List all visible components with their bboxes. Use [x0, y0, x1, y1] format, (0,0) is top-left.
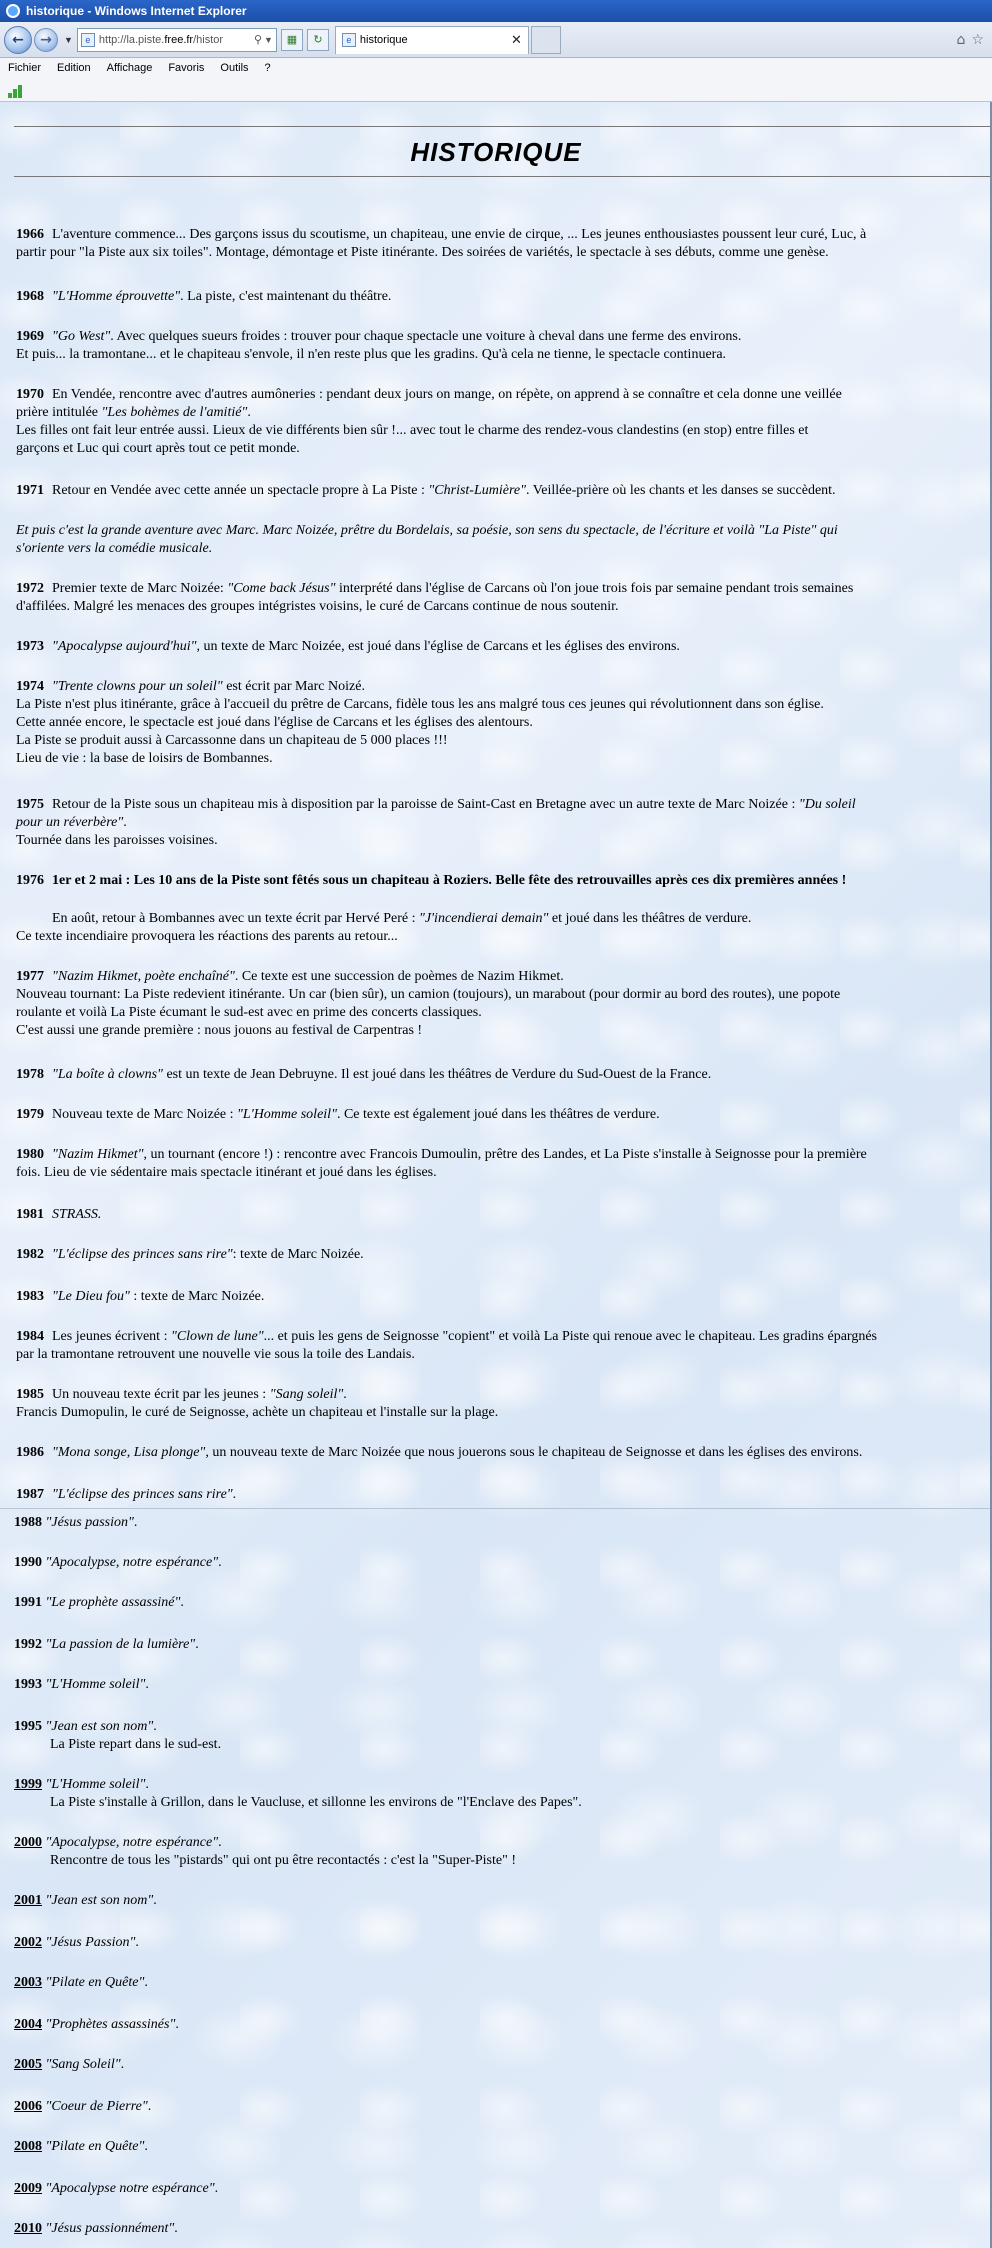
- menu-fichier[interactable]: Fichier: [8, 62, 42, 74]
- favorites-icon[interactable]: ☆: [971, 31, 984, 48]
- entry-1971: 1971 Retour en Vendée avec cette année un spectacle propre à La Piste : "Christ-Lumière". Veillée-prière où les chants et les danses se succèdent.: [16, 483, 836, 498]
- entry-1979: 1979 Nouveau texte de Marc Noizée : "L'Homme soleil". Ce texte est également joué dans les théâtres de verdure.: [16, 1107, 660, 1122]
- entry-1993: 1993 "L'Homme soleil".: [14, 1677, 149, 1692]
- tab-page-icon: e: [342, 33, 356, 47]
- entry-1973: 1973 "Apocalypse aujourd'hui", un texte de Marc Noizée, est joué dans l'église de Carcans et les églises des environs.: [16, 639, 680, 654]
- entry-1966: 1966 L'aventure commence... Des garçons issus du scoutisme, un chapiteau, une envie de cirque, ... Les jeunes enthousiastes poussent leur curé, Luc, à partir pour "la Piste aux six toiles". Montage, démontage et Piste itinérante. Des soirées de variétés, le spectacle à ses débuts, comme une genèse.: [16, 227, 867, 260]
- tab-historique[interactable]: [335, 26, 529, 54]
- address-dropdown-icon[interactable]: ▼: [264, 34, 273, 45]
- entry-1985: 1985 Un nouveau texte écrit par les jeunes : "Sang soleil". Francis Dumopulin, le curé de Seignosse, achète un chapiteau et l'installe sur la plage.: [16, 1387, 499, 1420]
- entry-1995: 1995 "Jean est son nom". La Piste repart dans le sud-est.: [14, 1719, 222, 1752]
- window-title: historique - Windows Internet Explorer: [26, 4, 247, 18]
- entry-1986: 1986 "Mona songe, Lisa plonge", un nouveau texte de Marc Noizée que nous jouerons sous le chapiteau de Seignosse et dans les églises des environs.: [16, 1445, 863, 1460]
- entry-1988: 1988 "Jésus passion".: [14, 1515, 138, 1530]
- entry-1981: 1981 STRASS.: [16, 1207, 102, 1222]
- entry-1974: 1974 "Trente clowns pour un soleil" est écrit par Marc Noizé. La Piste n'est plus itinérante, grâce à l'accueil du prêtre de Carcans, fidèle tous les ans malgré tous ces jeunes qui révolutionnent dans son église. Cette année encore, le spectacle est joué dans l'église de Carcans et les églises des alentours. La Piste se produit aussi à Carcassonne dans un chapiteau de 5 000 places !!! Lieu de vie : la base de loisirs de Bombannes.: [16, 679, 824, 766]
- entry-1978: 1978 "La boîte à clowns" est un texte de Jean Debruyne. Il est joué dans les théâtres de Verdure du Sud-Ouest de la France.: [16, 1067, 712, 1082]
- entry-1975: 1975 Retour de la Piste sous un chapiteau mis à disposition par la paroisse de Saint-Cast en Bretagne avec un autre texte de Marc Noizée : "Du soleil pour un réverbère". Tournée dans les paroisses voisines.: [16, 797, 856, 848]
- entry-1999: 1999 "L'Homme soleil". La Piste s'installe à Grillon, dans le Vaucluse, et sillonne les environs de "l'Enclave des Papes".: [14, 1777, 582, 1810]
- tab-title: historique: [359, 34, 408, 46]
- entry-1992: 1992 "La passion de la lumière".: [14, 1637, 199, 1652]
- entry-1968: 1968 "L'Homme éprouvette". La piste, c'est maintenant du théâtre.: [16, 289, 392, 304]
- entry-1982: 1982 "L'éclipse des princes sans rire": texte de Marc Noizée.: [16, 1247, 364, 1262]
- menu-edition[interactable]: Edition: [57, 62, 91, 74]
- ie-logo-icon: [6, 4, 20, 18]
- close-tab-icon[interactable]: ✕: [511, 32, 522, 48]
- menu-bar: [0, 58, 992, 78]
- page-title: HISTORIQUE: [410, 137, 582, 167]
- address-text: http://la.piste.free.fr/histor: [98, 33, 224, 46]
- title-rule: [14, 176, 992, 177]
- entry-1972: 1972 Premier texte de Marc Noizée: "Come back Jésus" interprété dans l'église de Carcans où l'on joue trois fois par semaine pendant trois semaines d'affilées. Malgré les menaces des groupes intégristes voisins, le curé de Carcans continue de nous soutenir.: [16, 581, 854, 614]
- entry-2006: 2006 "Coeur de Pierre".: [14, 2099, 152, 2114]
- menu-help[interactable]: ?: [264, 62, 271, 74]
- new-tab-button[interactable]: [531, 26, 561, 54]
- entry-2009: 2009 "Apocalypse notre espérance".: [14, 2181, 219, 2196]
- entry-2003: 2003 "Pilate en Quête".: [14, 1975, 148, 1990]
- entry-2001: 2001 "Jean est son nom".: [14, 1893, 157, 1908]
- entry-1969: 1969 "Go West". Avec quelques sueurs froides : trouver pour chaque spectacle une voiture à cheval dans une ferme des environs. Et puis... la tramontane... et le chapiteau s'envole, il n'en reste plus que les gradins. Qu'à cela ne tienne, le spectacle continuera.: [16, 329, 742, 362]
- address-bar[interactable]: [77, 28, 277, 52]
- entry-1984: 1984 Les jeunes écrivent : "Clown de lune"... et puis les gens de Seignosse "copient" et voilà La Piste qui renoue avec le chapiteau. Les gradins épargnés par la tramontane retrouvent une nouvelle vie sous la toile des Landais.: [16, 1329, 877, 1362]
- entry-1983: 1983 "Le Dieu fou" : texte de Marc Noizée.: [16, 1289, 265, 1304]
- entry-1977: 1977 "Nazim Hikmet, poète enchaîné". Ce texte est une succession de poèmes de Nazim Hikmet. Nouveau tournant: La Piste redevient itinérante. Un car (bien sûr), un camion (toujours), un marabout (pour dormir au bord des routes), une popote roulante et voilà La Piste écumant le sud-est avec en prime des concerts classiques. C'est aussi une grande première : nous jouons au festival de Carpentras !: [16, 969, 841, 1038]
- entry-1980: 1980 "Nazim Hikmet", un tournant (encore !) : rencontre avec Francois Dumoulin, prêtre des Landes, et La Piste s'installe à Seignosse pour la première fois. Lieu de vie sédentaire mais spectacle itinérant et joué dans les églises.: [16, 1147, 867, 1180]
- home-icon[interactable]: ⌂: [956, 31, 966, 48]
- entry-2004: 2004 "Prophètes assassinés".: [14, 2017, 179, 2032]
- entry-2010: 2010 "Jésus passionnément".: [14, 2221, 178, 2236]
- entry-1976: 1976 1er et 2 mai : Les 10 ans de la Piste sont fêtés sous un chapiteau à Roziers. Belle fête des retrouvailles après ces dix premières années !: [16, 873, 847, 888]
- signal-bars-icon[interactable]: [8, 82, 22, 98]
- entry-2000: 2000 "Apocalypse, notre espérance". Rencontre de tous les "pistards" qui ont pu être recontactés : c'est la "Super-Piste" !: [14, 1835, 516, 1868]
- entry-2005: 2005 "Sang Soleil".: [14, 2057, 125, 2072]
- menu-favoris[interactable]: Favoris: [168, 62, 205, 74]
- top-rule: [14, 126, 992, 127]
- entry-2002: 2002 "Jésus Passion".: [14, 1935, 139, 1950]
- window-titlebar: [0, 0, 992, 22]
- marc-noizee-note: Et puis c'est la grande aventure avec Marc. Marc Noizée, prêtre du Bordelais, sa poésie, son sens du spectacle, de l'écriture et voilà "La Piste" qui s'oriente vers la comédie musicale.: [16, 523, 838, 556]
- search-icon[interactable]: ⚲: [253, 34, 262, 46]
- page-icon: e: [81, 33, 95, 47]
- entry-1990: 1990 "Apocalypse, notre espérance".: [14, 1555, 222, 1570]
- refresh-button[interactable]: ↻: [307, 29, 329, 51]
- history-dropdown-icon[interactable]: ▼: [64, 34, 73, 45]
- command-bar: [0, 78, 992, 102]
- entry-1991: 1991 "Le prophète assassiné".: [14, 1595, 184, 1610]
- entry-1970: 1970 En Vendée, rencontre avec d'autres aumôneries : pendant deux jours on mange, on répète, on apprend à se connaître et cela donne une veillée prière intitulée "Les bohèmes de l'amitié". Les filles ont fait leur entrée aussi. Lieux de vie différents bien sûr !... avec tout le charme des rendez-vous clandestins (en stop) entre filles et garçons et Luc qui court après tout ce petit monde.: [16, 387, 842, 456]
- navigation-bar: [0, 22, 992, 58]
- entry-1987: 1987 "L'éclipse des princes sans rire".: [16, 1487, 237, 1502]
- entry-1976-cont: En août, retour à Bombannes avec un texte écrit par Hervé Peré : "J'incendierai demain" et joué dans les théâtres de verdure. Ce texte incendiaire provoquera les réactions des parents au retour...: [16, 911, 752, 944]
- compatibility-button[interactable]: ▦: [281, 29, 303, 51]
- back-button[interactable]: ←: [4, 26, 32, 54]
- forward-button[interactable]: →: [34, 28, 58, 52]
- menu-affichage[interactable]: Affichage: [106, 62, 153, 74]
- menu-outils[interactable]: Outils: [220, 62, 249, 74]
- page-content: [0, 102, 992, 2248]
- section-divider: [0, 1508, 992, 1509]
- entry-2008: 2008 "Pilate en Quête".: [14, 2139, 148, 2154]
